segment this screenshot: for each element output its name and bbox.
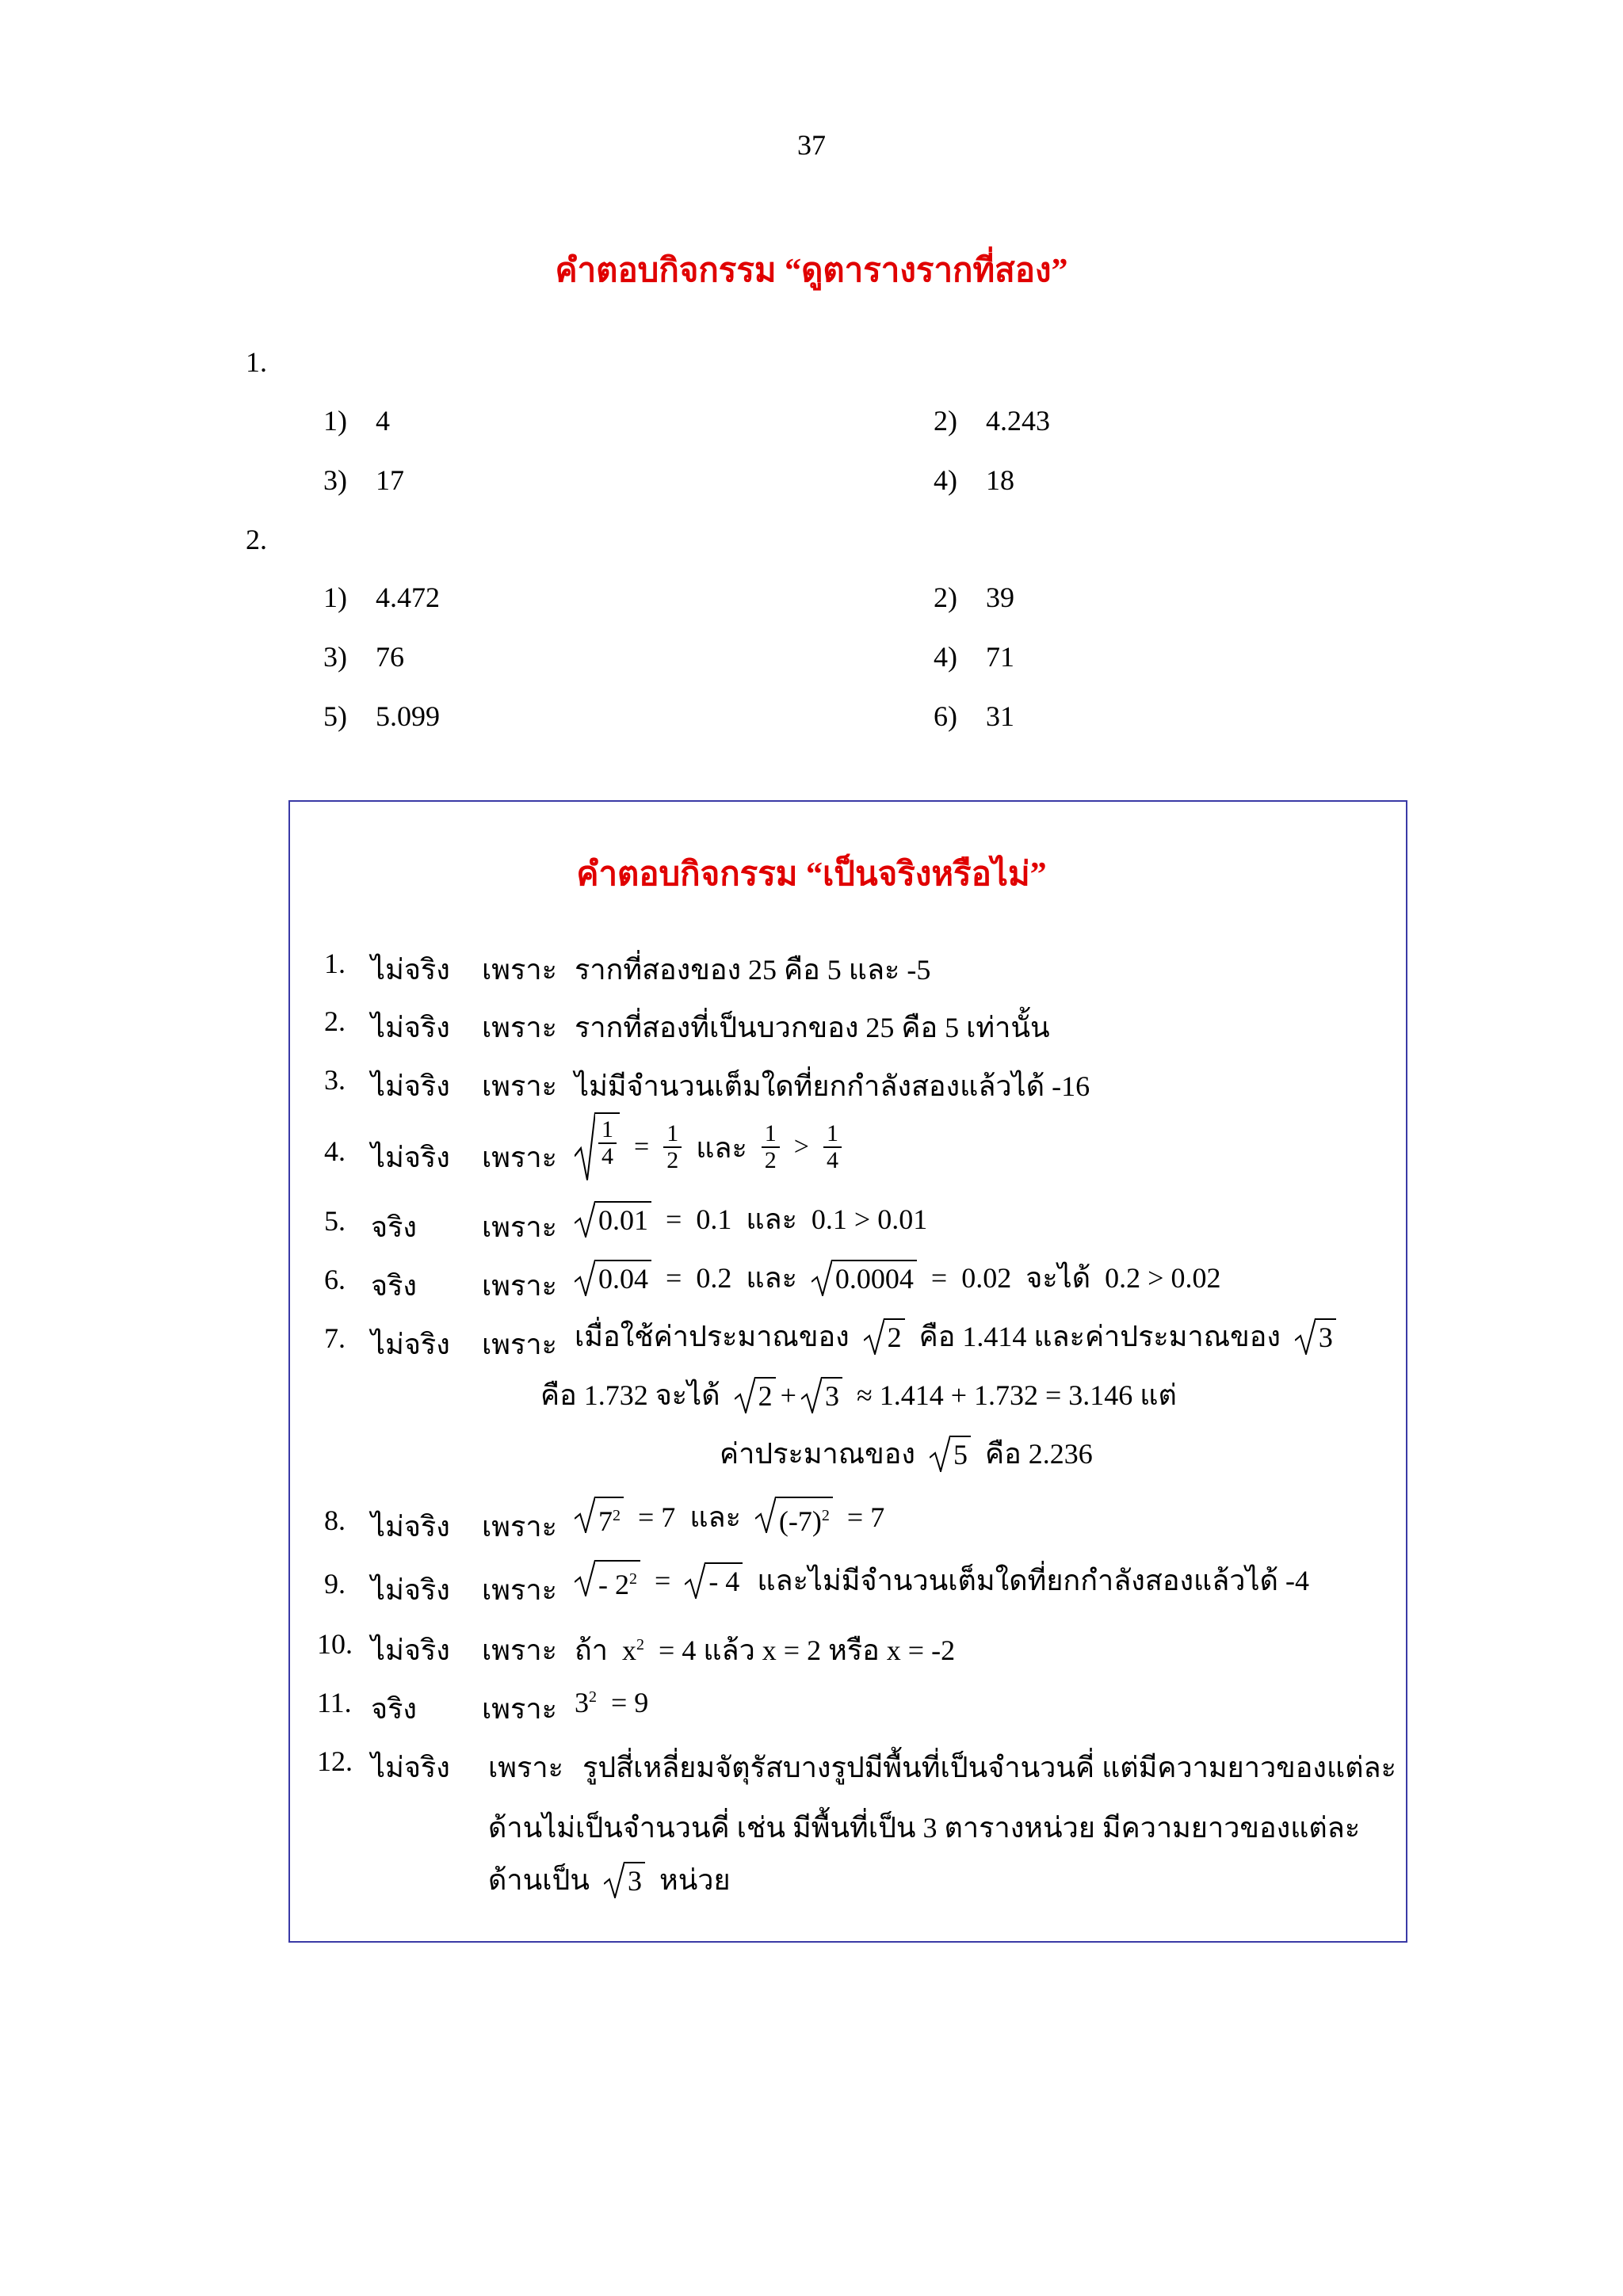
sqrt-expression: - $2^2$	[575, 1560, 640, 1600]
list-item-continuation: ด้านเป็น 3 หน่วย	[488, 1857, 731, 1902]
answer-item: 3) 76	[323, 641, 404, 673]
sqrt-expression: $(-7)^2$	[755, 1497, 833, 1537]
list-item-continuation: ด้านไม่เป็นจำนวนคี่ เช่น มีพื้นที่เป็น 3 ตารางหน่วย มีความยาวของแต่ละ	[488, 1812, 1361, 1844]
activity2-title: คำตอบกิจกรรม “เป็นจริงหรือไม่”	[576, 856, 1047, 893]
sqrt-expression: 3	[604, 1862, 645, 1898]
sqrt-expression: 3	[801, 1377, 842, 1413]
sqrt-expression: 0.0004	[812, 1260, 917, 1296]
section-label: 1.	[246, 346, 267, 378]
answer-item: 1) 4	[323, 405, 390, 437]
list-item-continuation: ค่าประมาณของ 5 คือ 2.236	[720, 1431, 1093, 1476]
page-number: 37	[797, 129, 826, 161]
sqrt-expression: 0.01	[575, 1201, 651, 1238]
list-item-continuation: คือ 1.732 จะได้ 2 + 3 ≈ 1.414 + 1.732 = 3.146 แต่	[540, 1372, 1177, 1417]
sqrt-expression: $7^2$	[575, 1497, 624, 1537]
sqrt-expression: $\frac{1}{4}$	[575, 1112, 620, 1182]
activity1-title: คำตอบกิจกรรม “ดูตารางรากที่สอง”	[555, 253, 1068, 289]
sqrt-expression: 3	[1295, 1318, 1336, 1355]
sqrt-expression: 2	[735, 1377, 776, 1413]
sqrt-expression: - 4	[685, 1562, 743, 1599]
answer-item: 2) 39	[934, 582, 1014, 613]
answer-item: 3) 17	[323, 464, 404, 496]
answer-item: 4) 71	[934, 641, 1014, 673]
answer-item: 4) 18	[934, 464, 1014, 496]
answer-item: 6) 31	[934, 700, 1014, 732]
sqrt-expression: 2	[864, 1318, 905, 1355]
answer-item: 5) 5.099	[323, 700, 440, 732]
answer-item: 2) 4.243	[934, 405, 1050, 437]
answer-item: 1) 4.472	[323, 582, 440, 613]
section-label: 2.	[246, 524, 267, 555]
sqrt-expression: 0.04	[575, 1260, 651, 1296]
sqrt-expression: 5	[930, 1436, 971, 1472]
